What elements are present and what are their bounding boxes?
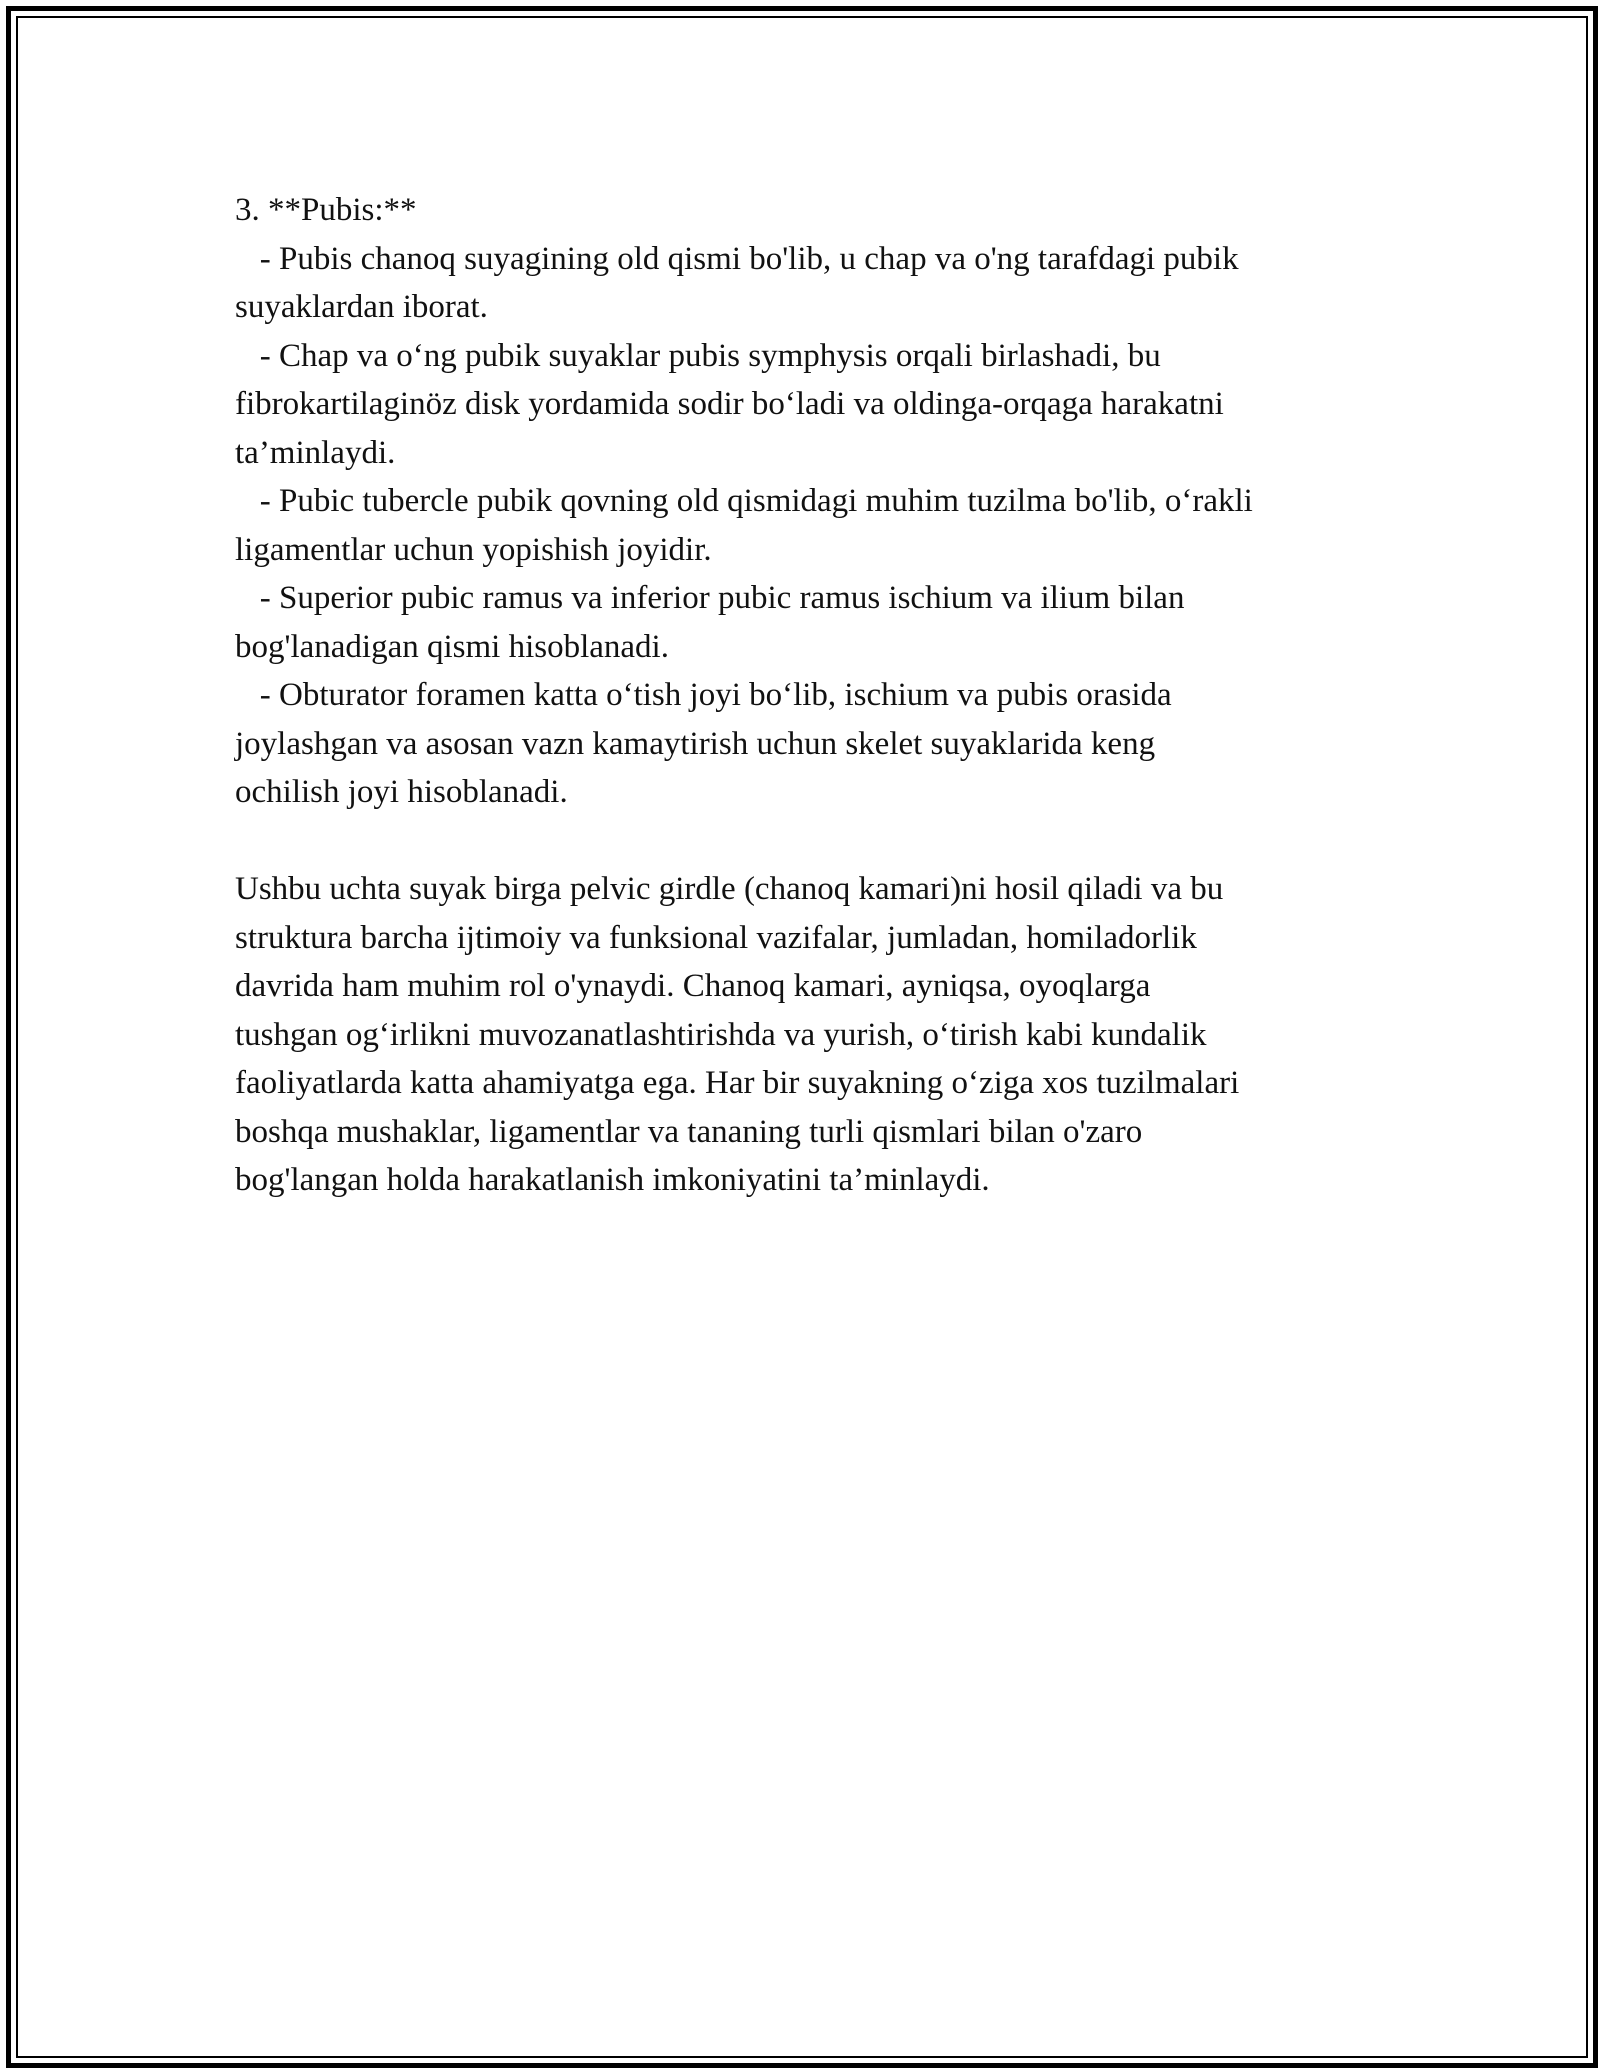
summary-line: faoliyatlarda katta ahamiyatga ega. Har bir suyakning o‘ziga xos tuzilmalari [235,1065,1240,1101]
bullet-item [235,671,1395,817]
bullet-line: - Chap va o‘ng pubik suyaklar pubis symphysis orqali birlashadi, bu [235,337,1161,374]
bullet-line: ochilish joyi hisoblanadi. [235,774,568,810]
bullet-line: - Superior pubic ramus va inferior pubic ramus ischium va ilium bilan [235,580,1185,616]
bullet-item [235,235,1395,332]
summary-line: Ushbu uchta suyak birga pelvic girdle (chanoq kamari)ni hosil qiladi va bu [235,871,1224,907]
bullet-item [235,477,1395,574]
summary-line: davrida ham muhim rol o'ynaydi. Chanoq kamari, ayniqsa, oyoqlarga [235,968,1151,1004]
section-heading: 3. **Pubis:** [235,192,417,228]
summary-line: boshqa mushaklar, ligamentlar va tananing turli qismlari bilan o'zaro [235,1113,1143,1150]
bullet-line: fibrokartilaginöz disk yordamida sodir bo‘ladi va oldinga-orqaga harakatni [235,386,1224,422]
summary-paragraph [235,865,1395,1205]
bullet-line: - Pubic tubercle pubik qovning old qismidagi muhim tuzilma bo'lib, o‘rakli [235,483,1253,519]
summary-line: tushgan og‘irlikni muvozanatlashtirishda va yurish, o‘tirish kabi kundalik [235,1016,1207,1053]
summary-line: bog'langan holda harakatlanish imkoniyatini ta’minlaydi. [235,1162,990,1198]
summary-line: struktura barcha ijtimoiy va funksional vazifalar, jumladan, homiladorlik [235,919,1197,956]
paragraph-gap [235,817,1395,866]
document-body [235,186,1395,1205]
bullet-line: - Obturator foramen katta o‘tish joyi bo‘lib, ischium va pubis orasida [235,677,1172,713]
bullet-line: suyaklardan iborat. [235,289,488,325]
bullet-line: bog'lanadigan qismi hisoblanadi. [235,628,669,665]
bullet-line: - Pubis chanoq suyagining old qismi bo'lib, u chap va o'ng tarafdagi pubik [235,240,1239,277]
bullet-line: ta’minlaydi. [235,434,396,471]
bullet-line: ligamentlar uchun yopishish joyidir. [235,531,712,568]
bullet-item [235,574,1395,671]
bullet-line: joylashgan va asosan vazn kamaytirish uchun skelet suyaklarida keng [235,725,1156,762]
bullet-item [235,332,1395,478]
